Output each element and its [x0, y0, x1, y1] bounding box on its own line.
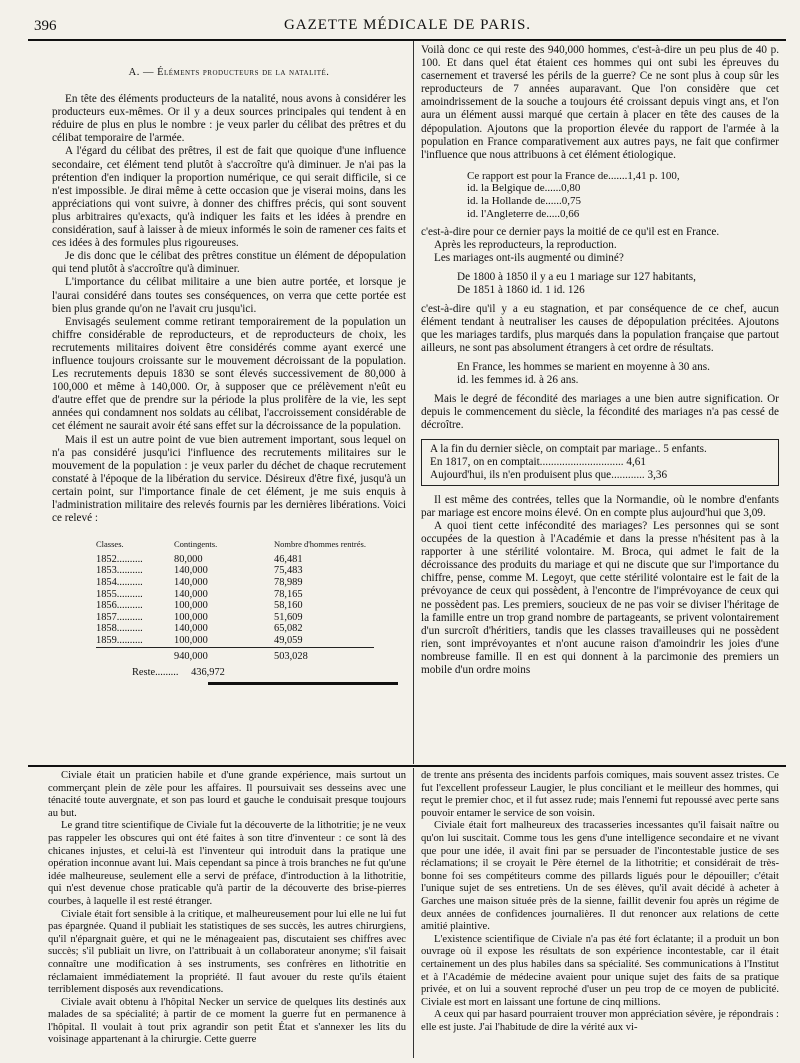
- section-title-prefix: A. —: [128, 67, 154, 78]
- table-cell-returned: 78,989: [274, 576, 303, 588]
- ratio-line: id. la Hollande de......0,75: [467, 195, 581, 208]
- table-row: [96, 623, 374, 635]
- article-paragraph: En tête des éléments producteurs de la natalité, nous avons à considérer les producteurs eux-mêmes. Or il y a deux sources principales qui tendent à en réduire de plus en plus le nombre : je veux parler du célibat des prêtres et du célibat temporaire de l'armée.: [52, 93, 406, 145]
- table-cell-contingent: 100,000: [174, 611, 208, 623]
- table-cell-contingent: 100,000: [174, 600, 208, 612]
- article-paragraph: A quoi tient cette infécondité des mariages? Les personnes qui se sont occupées de la question à l'Académie et dans la presse n'hésitent pas à la rapporter à une stérilité volontaire. M. Broca, qui admet le fait de la décroissance des produits du mariage et qui ne discute que sur l'importance du chiffre, pense, comme M. Legoyt, que cette stérilité volontaire est le fait de la prévoyance de ceux qui possèdent, à l'encontre de l'imprévoyance de ceux qui ne possèdent pas. Les premiers, soucieux de ne pas voir se diviser l'héritage de la famille entre un trop grand nombre de partageants, se privent volontairement d'un surcroît d'héritiers, tandis que les classes travailleuses qui ne possèdent rien, sont imprévoyantes et n'ont aucune raison d'amoindrir les joies d'une nombreuse famille. Il en est qui donnent à la parcimonie des premiers un mobile d'un ordre moins: [421, 520, 779, 677]
- article-paragraph: Envisagés seulement comme retirant temporairement de la population un chiffre considérable de reproducteurs, et de reproducteurs de choix, les recrutements militaires doivent être considérés comme ayant exercé une influence toujours croissante sur le mouvement décroissant de la population. Les recrutements depuis 1830 se sont élevés successivement de 80,000 à 100,000 et même à 140,000. Or, à supposer que ce prélèvement n'eût eu d'autre effet que de prendre sur la période la plus prolifère de la vie, les sept années qui condamnent nos soldats au célibat, l'accroissement considérable de cet élément ne saurait avoir été sans effet sur la décroissance de la population.: [52, 315, 406, 433]
- table-cell-returned: 78,165: [274, 588, 303, 600]
- article-paragraph: L'importance du célibat militaire a une bien autre portée, et lorsque je l'aurai considéré dans toutes ses conséquences, on verra que cette portée est bien plus grande qu'on ne l'avait cru jusqu'ici.: [52, 276, 406, 315]
- feuilleton-left-column: [48, 770, 406, 1047]
- article-paragraph: c'est-à-dire pour ce dernier pays la moitié de ce qu'il est en France.: [421, 226, 720, 239]
- table-cell-class: 1857..........: [96, 611, 143, 623]
- table-cell-returned: 49,059: [274, 634, 303, 646]
- feuilleton-column-divider: [413, 768, 414, 1058]
- journal-title: GAZETTE MÉDICALE DE PARIS.: [283, 17, 532, 33]
- ratio-line: Ce rapport est pour la France de.......1,41 p. 100,: [467, 169, 680, 182]
- table-cell-contingent: 140,000: [174, 576, 208, 588]
- feuilleton-paragraph: Civiale était fort sensible à la critique, et malheureusement pour lui elle ne lui fut pas épargnée. Quand il publiait les statistiques de ses succès, les autres chirurgiens, qu'il n'épargnait guère, et qui ne le ménageaient pas, discutaient ses chiffres avec succès; s'il publiait un livre, on l'attribuait à un collaborateur anonyme; s'il faisait connaître une modification à ses instruments, ses confrères en lithotritie en réclamaient immédiatement la propriété. Il faut avouer du reste qu'ils étaient terriblement disposés aux revendications.: [48, 908, 406, 996]
- recruitment-table: [96, 539, 374, 662]
- table-cell-returned: 51,609: [274, 611, 303, 623]
- fertility-box: [421, 439, 779, 486]
- table-cell-class: 1852..........: [96, 553, 143, 565]
- table-cell-contingent: 140,000: [174, 588, 208, 600]
- age-line: id. les femmes id. à 26 ans.: [457, 374, 579, 387]
- fertility-line: En 1817, on en comptait.............................. 4,61: [430, 455, 646, 468]
- age-line: En France, les hommes se marient en moyenne à 30 ans.: [457, 361, 710, 374]
- table-row: [96, 577, 374, 589]
- table-header-classes: Classes.: [96, 539, 124, 550]
- table-cell-returned: 58,160: [274, 600, 303, 612]
- page-number: 396: [34, 18, 57, 34]
- table-rest-value: 436,972: [191, 667, 225, 679]
- table-cell-class: 1858..........: [96, 623, 143, 635]
- table-cell-class: 1859..........: [96, 634, 143, 646]
- column-divider: [413, 41, 414, 764]
- page-header: [30, 14, 785, 38]
- table-cell-class: 1855..........: [96, 588, 143, 600]
- section-title-text: Éléments producteurs de la natalité.: [157, 67, 330, 78]
- table-cell-class: 1854..........: [96, 576, 143, 588]
- article-paragraph: Voilà donc ce qui reste des 940,000 hommes, c'est-à-dire un peu plus de 40 p. 100. Et dans quel état étaient ces hommes qui ont subi les épreuves du casernement et traversé les périls de la guerre? Ce ne sont plus à coup sûr les reproducteurs de 7 années auparavant. Que l'on considère que cet amoindrissement de la souche a toujours été croissant depuis vingt ans, et l'on aura un élément aussi marqué que certain à placer en tête des causes de la dépopulation. Ajoutons que la proportion élevée du rapport de l'armée à la population en France comparativement aux autres pays, ne fait que confirmer l'influence que nous attribuons à cet élément étiologique.: [421, 44, 779, 161]
- feuilleton-paragraph: L'existence scientifique de Civiale n'a pas été fort éclatante; il a produit un bon ouvrage où il expose les résultats de son expérience incontestable, car il était certainement un des plus habiles dans sa spécialité. Ses communications à l'Institut et à l'Académie de médecine avaient pour unique sujet des faits de sa pratique privée, et on lui a souvent reproché d'user un peu trop de ce moyen de publicité. Civiale est mort en laissant une fortune de cinq millions.: [421, 933, 779, 1008]
- table-row: [96, 589, 374, 601]
- table-cell-contingent: 140,000: [174, 623, 208, 635]
- feuilleton-right-column: [421, 770, 779, 1034]
- marriage-line: De 1800 à 1850 il y a eu 1 mariage sur 127 habitants,: [457, 270, 696, 283]
- table-cell-class: 1853..........: [96, 565, 143, 577]
- table-cell-returned: 65,082: [274, 623, 303, 635]
- marriage-line: De 1851 à 1860 id. 1 id. 126: [457, 283, 585, 296]
- table-cell-contingent: 80,000: [174, 553, 203, 565]
- article-paragraph: Mais il est un autre point de vue bien autrement important, sous lequel on n'a pas considéré jusqu'ici l'influence des recrutements militaires sur le mouvement de la population : je veux parler du déchet de chaque recrutement constaté à l'époque de la libération du service. Désireux d'être fixé, jusqu'à un certain point, sur l'importance finale de cet élément, je me suis enquis à l'administration militaire des relevés fournis par les dernières libérations. Voici ce relevé :: [52, 433, 406, 525]
- ratio-line: id. l'Angleterre de.....0,66: [467, 207, 580, 220]
- table-row: [96, 635, 374, 647]
- table-header-contingents: Contingents.: [174, 539, 218, 550]
- army-ratio-list: [467, 170, 779, 220]
- header-rule: [28, 39, 786, 41]
- table-row: [96, 554, 374, 566]
- feuilleton-separator: [28, 765, 786, 767]
- table-cell-contingent: 140,000: [174, 565, 208, 577]
- section-title: [52, 66, 406, 79]
- table-cell-returned: 46,481: [274, 553, 303, 565]
- table-row: [96, 600, 374, 612]
- article-right-column: [421, 44, 779, 677]
- marriage-age-list: [457, 361, 779, 387]
- article-paragraph: Je dis donc que le célibat des prêtres constitue un élément de dépopulation qui tend plutôt à s'accroître qu'à diminuer.: [52, 250, 406, 276]
- table-end-rule: [208, 682, 398, 685]
- table-row: [96, 612, 374, 624]
- fertility-line: A la fin du dernier siècle, on comptait par mariage.. 5 enfants.: [430, 442, 707, 455]
- article-left-column: [52, 60, 406, 685]
- table-rest-row: [132, 666, 406, 679]
- marriage-rate-list: [457, 271, 779, 297]
- feuilleton-paragraph: Civiale avait obtenu à l'hôpital Necker un service de quelques lits destinés aux malades de sa spécialité; à partir de ce moment la guerre fut en permanence à l'hôpital. Il voulait à tout prix agrandir son petit État et s'annexer les lits du voisinage appartenant à la chirurgie. Cette guerre: [48, 996, 406, 1046]
- table-header-returned: Nombre d'hommes rentrés.: [274, 539, 366, 550]
- feuilleton-paragraph: Civiale était un praticien habile et d'une grande expérience, mais surtout un commerçant plein de zèle pour les affaires. Il poursuivait ses desseins avec une ténacité toute auvergnate, et son pas lourd et gauche le conduisait presque toujours au but.: [48, 770, 406, 819]
- feuilleton-paragraph: Le grand titre scientifique de Civiale fut la découverte de la lithotritie; je ne veux pas rappeler les obscures qui ont été faites à son titre d'inventeur : ce sont là des chicanes injustes, et celui-là est l'inventeur qui introduit dans la pratique une opération inconnue avant lui. Mais cependant sa pince à trois branches ne fut qu'une idée malheureuse, seulement elle a servi de préface, d'introduction à la lithotritie, qui n'est devenue chose praticable qu'à partir de la découverte des brise-pierres courbes, à laquelle il est resté étranger.: [48, 820, 406, 907]
- article-paragraph: A l'égard du célibat des prêtres, il est de fait que quoique d'une influence secondaire, cet élément tend plutôt à s'accroître qu'à diminuer. Je n'ai pas la prétention d'en indiquer la proportion numérique, ce qui serait difficile, si ce n'est impossible. Je dirai même à cette occasion que je viserai moins, dans les appréciations qui vont suivre, à donner des chiffres précis, qui sont souvent plus arbitraires qu'exacts, qu'à indiquer les faits et les idées à prendre en considération, sauf à laisser à de mieux informés le soin de ramener ces faits et ces idées à des formules plus rigoureuses.: [52, 145, 406, 250]
- table-cell-class: 1856..........: [96, 600, 143, 612]
- article-paragraph: Mais le degré de fécondité des mariages a une bien autre signification. Or depuis le commencement du siècle, la fécondité des mariages n'a pas cessé de décroître.: [421, 393, 779, 432]
- feuilleton-paragraph: Civiale était fort malheureux des tracasseries incessantes qu'il faisait naître ou qu'on lui suscitait. Comme tous les gens d'une intelligence secondaire et ne vivant que pour une idée, il avait fini par se persuader de l'incontestable justice de ses réclamations; il se croyait le Père éternel de la lithotritie; et considérait de très-bonne foi ses compétiteurs comme des pillards ligués pour le dépouiller; c'était l'unique sujet de ses entretiens. Un de ses élèves, qu'il avait décidé à acheter à Garches une maison située près de la sienne, faillit devenir fou après un régime de deux années de confidences journalières. Il dut renoncer aux relations de cette amitié plaintive.: [421, 820, 779, 933]
- feuilleton-paragraph: A ceux qui par hasard pourraient trouver mon appréciation sévère, je répondrais : elle est juste. J'ai l'habitude de dire la vérité aux vi-: [421, 1009, 779, 1033]
- fertility-line: Aujourd'hui, ils n'en produisent plus que............ 3,36: [430, 468, 668, 481]
- table-total-returned: 503,028: [274, 650, 308, 662]
- ratio-line: id. la Belgique de......0,80: [467, 182, 581, 195]
- table-header-row: [96, 539, 374, 554]
- article-paragraph: Il est même des contrées, telles que la Normandie, où le nombre d'enfants par mariage est encore moins élevé. On en compte plus aujourd'hui que 3,09.: [421, 493, 779, 519]
- feuilleton-paragraph: de trente ans présenta des incidents parfois comiques, mais souvent assez tristes. Ce fut l'excellent professeur Laugier, le plus conciliant et le meilleur des hommes, qui reçut le premier choc, et il fut assez rude; mais l'ennemi fut repoussé avec perte sans pouvoir entamer le service de son voisin.: [421, 770, 779, 819]
- table-total-row: [96, 648, 374, 663]
- table-cell-contingent: 100,000: [174, 634, 208, 646]
- table-cell-returned: 75,483: [274, 565, 303, 577]
- article-paragraph: Les mariages ont-ils augmenté ou diminé?: [434, 252, 624, 265]
- article-paragraph: Après les reproducteurs, la reproduction.: [434, 239, 617, 252]
- table-row: [96, 565, 374, 577]
- table-total-contingents: 940,000: [174, 650, 208, 662]
- table-rest-label: Reste.........: [132, 667, 179, 679]
- article-paragraph: c'est-à-dire qu'il y a eu stagnation, et par conséquence de ce chef, aucun élément tendant à neutraliser les causes de dépopulation précitées. Ajoutons que les mariages tardifs, plus marqués dans la population française que partout ailleurs, ne sont pas absolument étrangers à cet ordre de résultats.: [421, 302, 779, 354]
